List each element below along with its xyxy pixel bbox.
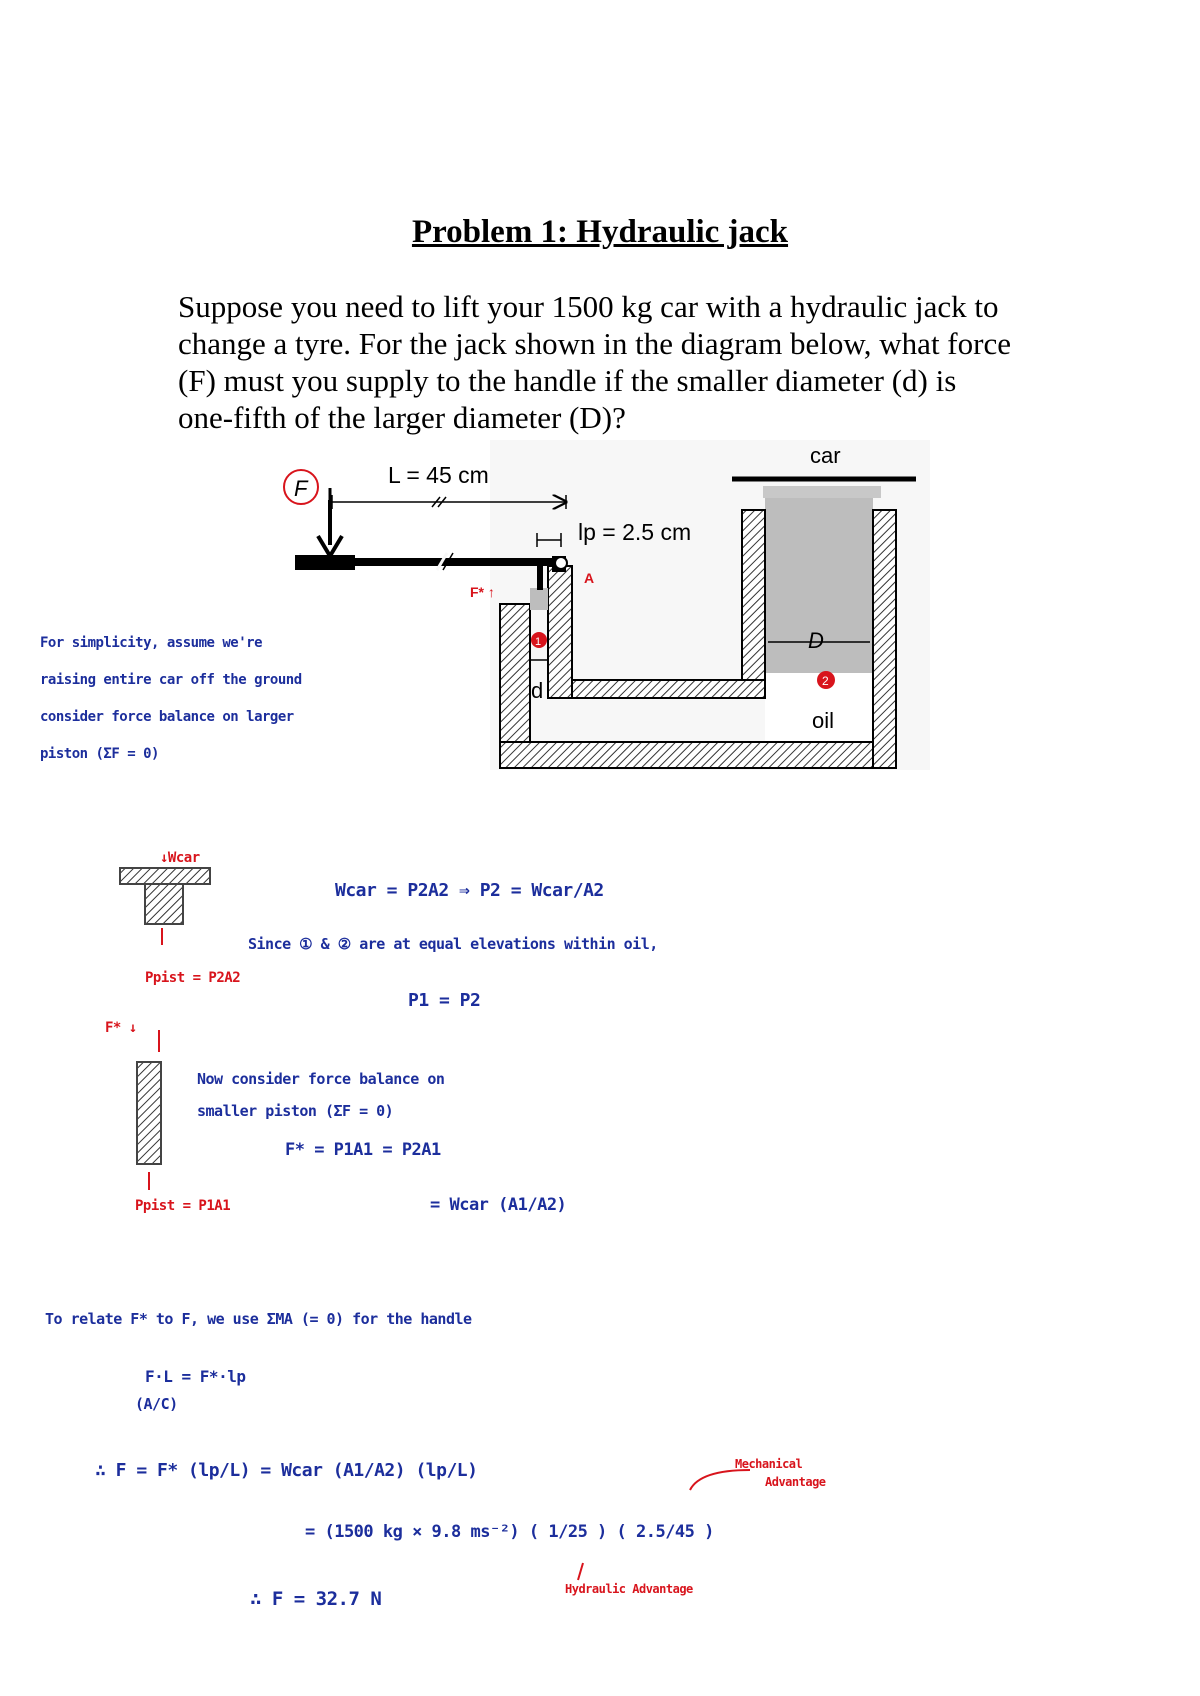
fstar-equation: F* = P1A1 = P2A1 [285,1140,441,1160]
fbd-large-piston [120,868,210,884]
pressure-equal: P1 = P2 [408,990,481,1011]
note-line: Now consider force balance on [197,1070,445,1088]
wall-right-outer [873,510,896,768]
car-label: car [810,443,841,468]
moment-equation: F·L = F*·lp [145,1367,246,1386]
force-label: F [294,476,308,501]
oil-label: oil [812,708,835,733]
hydraulic-advantage-pointer [578,1563,583,1580]
note-line: Advantage [765,1475,826,1489]
weight-equation: Wcar = P2A2 ⇒ P2 = Wcar/A2 [335,880,604,901]
wall-bottom [500,742,896,768]
point-a-label: A [584,570,595,586]
large-diameter-label: D [808,628,824,653]
wall-right-inner [742,510,765,698]
wall-middle [548,680,765,698]
handle-bar [355,558,555,566]
relate-note: To relate F* to F, we use ΣMA (= 0) for the handle [45,1310,472,1328]
note-line: piston (ΣF = 0) [40,746,159,762]
length-label: L = 45 cm [388,462,489,488]
problem-line: Suppose you need to lift your 1500 kg car with a hydraulic jack to [178,289,999,324]
wcar-label: ↓Wcar [160,850,200,866]
fstar-equation-2: = Wcar (A1/A2) [430,1195,567,1215]
note-line: For simplicity, assume we're [40,635,263,651]
fbd-large-piston-stem [145,884,183,924]
small-piston-note [197,1063,444,1127]
problem-line: change a tyre. For the jack shown in the diagram below, what force [178,326,1011,361]
car-load [763,486,881,498]
problem-line: (F) must you supply to the handle if the smaller diameter (d) is [178,363,957,398]
note-line: smaller piston (ΣF = 0) [197,1102,394,1120]
mechanical-advantage-note [735,1455,826,1491]
svg-text:2: 2 [822,674,829,688]
hydraulic-advantage-note: Hydraulic Advantage [565,1582,693,1596]
force-derivation: ∴ F = F* (lp/L) = Wcar (A1/A2) (lp/L) [95,1460,478,1481]
small-piston [530,588,548,610]
small-diameter-label: d [531,678,544,703]
equal-elevations-note: Since ① & ② are at equal elevations within oil, [248,935,658,953]
fstar-diagram-label: F* ↑ [470,584,495,600]
note-line: Mechanical [735,1457,803,1471]
page-title: Problem 1: Hydraulic jack [411,214,789,250]
handle-grip [295,555,355,570]
note-line: raising entire car off the ground [40,672,302,688]
fstar-fbd-label: F* ↓ [105,1020,137,1036]
fbd-small-piston [137,1062,161,1164]
ppist-large-label: Ppist = P2A2 [145,970,241,986]
pivot-pin [555,557,567,569]
assumption-note [40,625,302,773]
final-answer: ∴ F = 32.7 N [250,1588,382,1610]
svg-text:1: 1 [535,636,542,648]
problem-line: one-fifth of the larger diameter (D)? [178,400,626,435]
wall-small-column [548,566,572,698]
lp-label: lp = 2.5 cm [578,519,692,545]
note-line: consider force balance on larger [40,709,294,725]
piston-rod [537,565,543,590]
moment-note: (A/C) [135,1395,178,1413]
force-substitution: = (1500 kg × 9.8 ms⁻²) ( 1/25 ) ( 2.5/45 ) [305,1522,714,1542]
ppist-small-label: Ppist = P1A1 [135,1198,231,1214]
